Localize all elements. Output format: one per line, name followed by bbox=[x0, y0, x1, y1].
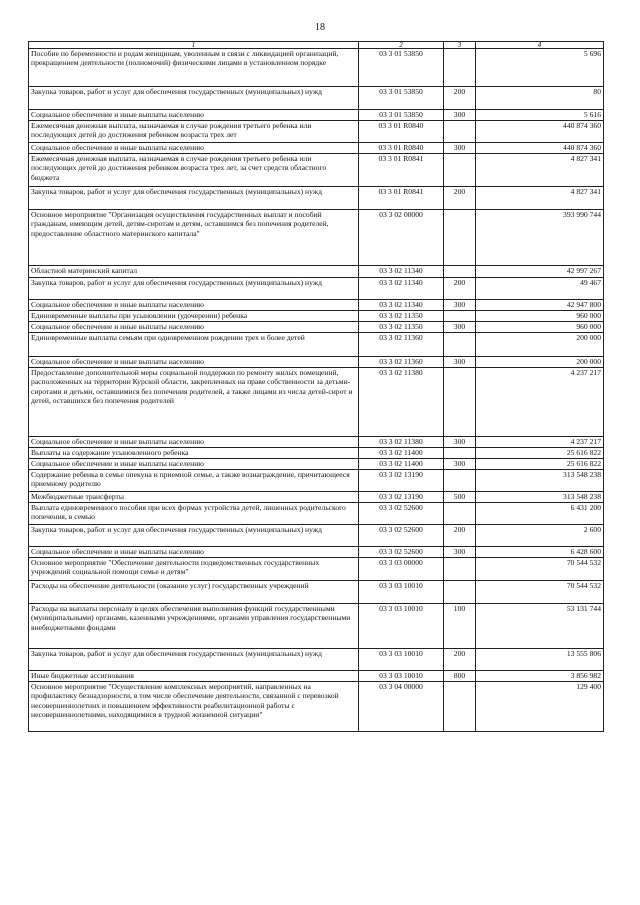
table-row bbox=[29, 187, 604, 210]
row-name-cell: Выплата единовременного пособия при всех формах устройства детей, лишенных родительского попечения, в семью bbox=[29, 503, 359, 525]
row-name-cell: Закупка товаров, работ и услуг для обеспечения государственных (муниципальных) нужд bbox=[29, 278, 359, 300]
row-amount-cell: 5 616 bbox=[476, 110, 604, 121]
row-amount-cell: 70 544 532 bbox=[476, 581, 604, 604]
row-amount-cell: 129 400 bbox=[476, 682, 604, 732]
row-amount-cell: 313 548 238 bbox=[476, 470, 604, 492]
row-amount-cell: 6 428 600 bbox=[476, 547, 604, 558]
row-name-cell: Единовременные выплаты при усыновлении (удочерении) ребенка bbox=[29, 311, 359, 322]
table-row bbox=[29, 87, 604, 110]
row-type-cell bbox=[444, 448, 476, 459]
row-amount-cell: 80 bbox=[476, 87, 604, 110]
row-amount-cell: 4 237 217 bbox=[476, 437, 604, 448]
row-code-cell: 03 3 02 11380 bbox=[359, 437, 444, 448]
table-row bbox=[29, 448, 604, 459]
table-row bbox=[29, 154, 604, 187]
row-code-cell: 03 3 02 13190 bbox=[359, 492, 444, 503]
row-name-cell: Ежемесячная денежная выплата, назначаемая в случае рождения третьего ребенка или последующих детей до достижения ребенком возраста трех лет bbox=[29, 121, 359, 143]
row-name-cell: Социальное обеспечение и иные выплаты населению bbox=[29, 357, 359, 368]
header-col-1: 1 bbox=[29, 42, 359, 49]
page-number: 18 bbox=[315, 22, 325, 33]
table-row bbox=[29, 278, 604, 300]
table-row bbox=[29, 525, 604, 547]
row-code-cell: 03 3 02 11340 bbox=[359, 300, 444, 311]
row-type-cell bbox=[444, 210, 476, 266]
table-row bbox=[29, 49, 604, 87]
row-name-cell: Основное мероприятие "Организация осуществления государственных выплат и пособий гражданам, имеющим детей, детям-сиротам и детям, оставшимся без попечения родителей, предоставление областного материнского капитала" bbox=[29, 210, 359, 266]
row-type-cell: 800 bbox=[444, 671, 476, 682]
row-amount-cell: 4 827 341 bbox=[476, 187, 604, 210]
row-type-cell bbox=[444, 581, 476, 604]
table-row bbox=[29, 266, 604, 278]
row-name-cell: Социальное обеспечение и иные выплаты населению bbox=[29, 143, 359, 154]
row-amount-cell: 5 696 bbox=[476, 49, 604, 87]
table-row bbox=[29, 322, 604, 333]
row-type-cell bbox=[444, 333, 476, 357]
row-code-cell: 03 3 03 10010 bbox=[359, 649, 444, 671]
row-amount-cell: 42 997 267 bbox=[476, 266, 604, 278]
row-amount-cell: 42 947 800 bbox=[476, 300, 604, 311]
table-row bbox=[29, 459, 604, 470]
row-type-cell bbox=[444, 266, 476, 278]
row-name-cell: Социальное обеспечение и иные выплаты населению bbox=[29, 547, 359, 558]
row-name-cell: Основное мероприятие "Осуществление комплексных мероприятий, направленных на профилактику безнадзорности, в том числе обеспечение деятельности, связанной с перевозкой несовершеннолетних и повышением эффективности реабилитационной работы с несовершеннолетними, находящимися в трудной жизненной ситуации" bbox=[29, 682, 359, 732]
row-name-cell: Пособие по беременности и родам женщинам, уволенным в связи с ликвидацией организаций, прекращением деятельности (полномочий) физическими лицами в установленном порядке bbox=[29, 49, 359, 87]
table-row bbox=[29, 671, 604, 682]
row-code-cell: 03 3 03 10010 bbox=[359, 581, 444, 604]
budget-table bbox=[28, 41, 604, 732]
row-amount-cell: 49 467 bbox=[476, 278, 604, 300]
row-type-cell: 300 bbox=[444, 322, 476, 333]
table-row bbox=[29, 311, 604, 322]
row-amount-cell: 2 600 bbox=[476, 525, 604, 547]
table-row bbox=[29, 604, 604, 649]
row-type-cell: 300 bbox=[444, 459, 476, 470]
row-code-cell: 03 3 02 11340 bbox=[359, 266, 444, 278]
table-header-row bbox=[29, 42, 604, 49]
row-type-cell: 300 bbox=[444, 300, 476, 311]
row-type-cell: 200 bbox=[444, 278, 476, 300]
row-code-cell: 03 3 02 52600 bbox=[359, 503, 444, 525]
table-row bbox=[29, 300, 604, 311]
table-row bbox=[29, 210, 604, 266]
row-name-cell: Содержание ребенка в семье опекуна и приемной семье, а также вознаграждение, причитающееся приемному родителю bbox=[29, 470, 359, 492]
row-code-cell: 03 3 02 11380 bbox=[359, 368, 444, 437]
row-code-cell: 03 3 01 R0841 bbox=[359, 154, 444, 187]
row-name-cell: Закупка товаров, работ и услуг для обеспечения государственных (муниципальных) нужд bbox=[29, 87, 359, 110]
row-amount-cell: 393 990 744 bbox=[476, 210, 604, 266]
row-type-cell bbox=[444, 470, 476, 492]
table-row bbox=[29, 437, 604, 448]
table-row bbox=[29, 547, 604, 558]
row-name-cell: Областной материнский капитал bbox=[29, 266, 359, 278]
row-amount-cell: 4 237 217 bbox=[476, 368, 604, 437]
row-code-cell: 03 3 01 53850 bbox=[359, 110, 444, 121]
row-name-cell: Социальное обеспечение и иные выплаты населению bbox=[29, 110, 359, 121]
row-amount-cell: 6 431 200 bbox=[476, 503, 604, 525]
header-col-2: 2 bbox=[359, 42, 444, 49]
row-name-cell: Расходы на обеспечение деятельности (оказание услуг) государственных учреждений bbox=[29, 581, 359, 604]
row-code-cell: 03 3 02 52600 bbox=[359, 525, 444, 547]
row-type-cell bbox=[444, 49, 476, 87]
row-code-cell: 03 3 01 R0841 bbox=[359, 187, 444, 210]
row-type-cell: 200 bbox=[444, 187, 476, 210]
row-code-cell: 03 3 02 11400 bbox=[359, 448, 444, 459]
row-type-cell: 300 bbox=[444, 143, 476, 154]
row-code-cell: 03 3 04 00000 bbox=[359, 682, 444, 732]
row-code-cell: 03 3 02 11340 bbox=[359, 278, 444, 300]
row-amount-cell: 440 874 360 bbox=[476, 143, 604, 154]
table-row bbox=[29, 368, 604, 437]
row-type-cell bbox=[444, 682, 476, 732]
row-amount-cell: 313 548 238 bbox=[476, 492, 604, 503]
row-type-cell bbox=[444, 368, 476, 437]
row-type-cell: 300 bbox=[444, 110, 476, 121]
row-type-cell bbox=[444, 154, 476, 187]
row-name-cell: Ежемесячная денежная выплата, назначаемая в случае рождения третьего ребенка или последующих детей до достижения ребенком возраста трех лет, за счет средств областного бюджета bbox=[29, 154, 359, 187]
row-amount-cell: 960 000 bbox=[476, 311, 604, 322]
header-col-4: 4 bbox=[476, 42, 604, 49]
table-row bbox=[29, 503, 604, 525]
row-code-cell: 03 3 02 52600 bbox=[359, 547, 444, 558]
row-code-cell: 03 3 03 10010 bbox=[359, 671, 444, 682]
row-amount-cell: 200 000 bbox=[476, 357, 604, 368]
row-code-cell: 03 3 03 10010 bbox=[359, 604, 444, 649]
row-code-cell: 03 3 02 00000 bbox=[359, 210, 444, 266]
row-name-cell: Социальное обеспечение и иные выплаты населению bbox=[29, 322, 359, 333]
row-amount-cell: 200 000 bbox=[476, 333, 604, 357]
table-row bbox=[29, 682, 604, 732]
row-name-cell: Единовременные выплаты семьям при одновременном рождении трех и более детей bbox=[29, 333, 359, 357]
table-row bbox=[29, 110, 604, 121]
row-name-cell: Социальное обеспечение и иные выплаты населению bbox=[29, 437, 359, 448]
row-type-cell: 200 bbox=[444, 87, 476, 110]
row-amount-cell: 70 544 532 bbox=[476, 558, 604, 581]
row-amount-cell: 25 616 822 bbox=[476, 448, 604, 459]
row-name-cell: Расходы на выплаты персоналу в целях обеспечения выполнения функций государственными (муниципальными) органами, казенными учреждениями, органами управления государственными внебюджетными фондами bbox=[29, 604, 359, 649]
row-type-cell bbox=[444, 503, 476, 525]
row-name-cell: Межбюджетные трансферты bbox=[29, 492, 359, 503]
table-row bbox=[29, 357, 604, 368]
row-name-cell: Закупка товаров, работ и услуг для обеспечения государственных (муниципальных) нужд bbox=[29, 649, 359, 671]
row-type-cell bbox=[444, 121, 476, 143]
row-type-cell: 200 bbox=[444, 649, 476, 671]
row-name-cell: Предоставление дополнительной меры социальной поддержки по ремонту жилых помещений, расположенных на территории Курской области, закрепленных на праве собственности за детьми-сиротами и детьми, оставшимися без попечения родителей, а также лицами из числа детей-сирот и детей, оставшихся без попечения родителей bbox=[29, 368, 359, 437]
row-amount-cell: 25 616 822 bbox=[476, 459, 604, 470]
row-name-cell: Закупка товаров, работ и услуг для обеспечения государственных (муниципальных) нужд bbox=[29, 525, 359, 547]
table-row bbox=[29, 470, 604, 492]
row-code-cell: 03 3 01 R0840 bbox=[359, 121, 444, 143]
row-type-cell bbox=[444, 311, 476, 322]
row-type-cell: 200 bbox=[444, 525, 476, 547]
row-code-cell: 03 3 01 53850 bbox=[359, 87, 444, 110]
row-code-cell: 03 3 01 53850 bbox=[359, 49, 444, 87]
row-name-cell: Социальное обеспечение и иные выплаты населению bbox=[29, 300, 359, 311]
row-code-cell: 03 3 01 R0840 bbox=[359, 143, 444, 154]
table-row bbox=[29, 649, 604, 671]
row-amount-cell: 4 827 341 bbox=[476, 154, 604, 187]
row-type-cell: 300 bbox=[444, 547, 476, 558]
table-row bbox=[29, 581, 604, 604]
row-amount-cell: 13 555 806 bbox=[476, 649, 604, 671]
row-type-cell: 300 bbox=[444, 437, 476, 448]
row-name-cell: Выплаты на содержание усыновленного ребенка bbox=[29, 448, 359, 459]
row-code-cell: 03 3 02 11360 bbox=[359, 357, 444, 368]
row-code-cell: 03 3 02 11400 bbox=[359, 459, 444, 470]
row-name-cell: Социальное обеспечение и иные выплаты населению bbox=[29, 459, 359, 470]
row-type-cell bbox=[444, 558, 476, 581]
table-row bbox=[29, 121, 604, 143]
row-name-cell: Закупка товаров, работ и услуг для обеспечения государственных (муниципальных) нужд bbox=[29, 187, 359, 210]
table-row bbox=[29, 492, 604, 503]
row-code-cell: 03 3 02 11350 bbox=[359, 322, 444, 333]
table-row bbox=[29, 558, 604, 581]
row-amount-cell: 53 131 744 bbox=[476, 604, 604, 649]
row-type-cell: 300 bbox=[444, 357, 476, 368]
row-type-cell: 100 bbox=[444, 604, 476, 649]
row-name-cell: Основное мероприятие "Обеспечение деятельности подведомственных государственных учреждений социальной помощи семье и детям" bbox=[29, 558, 359, 581]
row-name-cell: Иные бюджетные ассигнования bbox=[29, 671, 359, 682]
table-row bbox=[29, 143, 604, 154]
row-type-cell: 500 bbox=[444, 492, 476, 503]
row-amount-cell: 440 874 360 bbox=[476, 121, 604, 143]
row-amount-cell: 960 000 bbox=[476, 322, 604, 333]
row-amount-cell: 3 856 982 bbox=[476, 671, 604, 682]
row-code-cell: 03 3 02 11350 bbox=[359, 311, 444, 322]
header-col-3: 3 bbox=[444, 42, 476, 49]
row-code-cell: 03 3 02 11360 bbox=[359, 333, 444, 357]
table-row bbox=[29, 333, 604, 357]
row-code-cell: 03 3 03 00000 bbox=[359, 558, 444, 581]
row-code-cell: 03 3 02 13190 bbox=[359, 470, 444, 492]
